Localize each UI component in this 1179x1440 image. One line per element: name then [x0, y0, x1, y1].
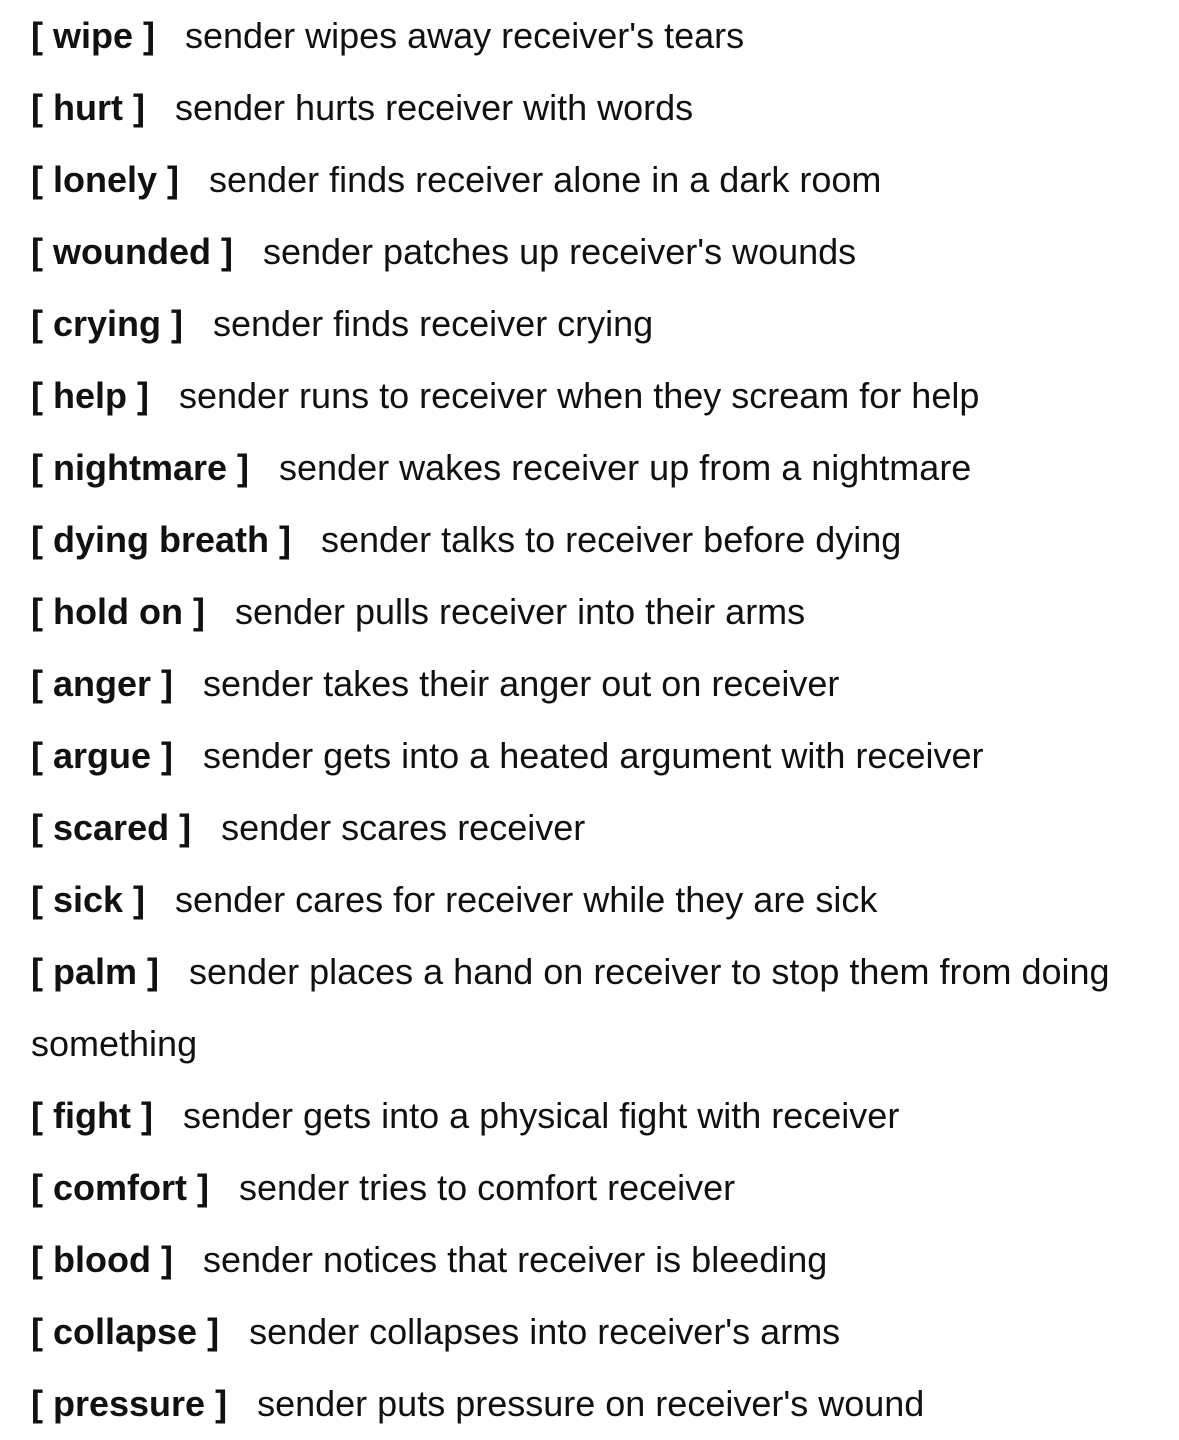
entry-tag: [ wipe ] [31, 15, 155, 56]
entry-description: sender hurts receiver with words [174, 87, 694, 128]
list-item [31, 576, 1151, 648]
entry-tag: [ palm ] [31, 951, 160, 992]
entry-tag: [ hurt ] [31, 87, 145, 128]
entry-description: sender runs to receiver when they scream for help [178, 375, 980, 416]
entry-tag: [ lonely ] [31, 159, 180, 200]
entry-tag: [ blood ] [31, 1239, 173, 1280]
entry-description: sender pulls receiver into their arms [234, 591, 806, 632]
list-item [31, 360, 1151, 432]
entry-description: sender collapses into receiver's arms [249, 1311, 841, 1352]
entry-tag: [ argue ] [31, 735, 174, 776]
list-item [31, 504, 1151, 576]
list-item [31, 1368, 1151, 1440]
list-item [31, 288, 1151, 360]
list-item [31, 864, 1151, 936]
entry-description: sender wipes away receiver's tears [185, 15, 745, 56]
list-item [31, 216, 1151, 288]
entry-tag: [ help ] [31, 375, 149, 416]
entry-description: sender finds receiver crying [213, 303, 654, 344]
entry-tag: [ scared ] [31, 807, 192, 848]
entry-description: sender puts pressure on receiver's wound [257, 1383, 925, 1424]
prompt-list [31, 0, 1151, 1440]
entry-tag: [ comfort ] [31, 1167, 209, 1208]
list-item [31, 72, 1151, 144]
list-item [31, 720, 1151, 792]
entry-tag: [ collapse ] [31, 1311, 220, 1352]
entry-description: sender finds receiver alone in a dark room [209, 159, 882, 200]
entry-description: sender takes their anger out on receiver [203, 663, 840, 704]
entry-tag: [ anger ] [31, 663, 174, 704]
list-item [31, 144, 1151, 216]
entry-tag: [ dying breath ] [31, 519, 291, 560]
entry-description: sender wakes receiver up from a nightmare [279, 447, 972, 488]
entry-description: sender gets into a physical fight with receiver [182, 1095, 900, 1136]
entry-tag: [ sick ] [31, 879, 146, 920]
entry-description: sender patches up receiver's wounds [262, 231, 857, 272]
list-item [31, 1296, 1151, 1368]
entry-description: sender talks to receiver before dying [321, 519, 902, 560]
list-item [31, 648, 1151, 720]
entry-description: sender cares for receiver while they are sick [175, 879, 878, 920]
list-item [31, 936, 1151, 1080]
entry-tag: [ crying ] [31, 303, 184, 344]
list-item [31, 1080, 1151, 1152]
entry-tag: [ fight ] [31, 1095, 153, 1136]
list-item [31, 1224, 1151, 1296]
entry-tag: [ pressure ] [31, 1383, 228, 1424]
entry-tag: [ wounded ] [31, 231, 233, 272]
entry-description: sender gets into a heated argument with receiver [203, 735, 984, 776]
list-item [31, 0, 1151, 72]
entry-description: sender places a hand on receiver to stop them from doing something [31, 951, 1110, 1064]
list-item [31, 432, 1151, 504]
entry-description: sender scares receiver [221, 807, 586, 848]
entry-tag: [ nightmare ] [31, 447, 250, 488]
entry-description: sender notices that receiver is bleeding [202, 1239, 828, 1280]
list-item [31, 1152, 1151, 1224]
list-item [31, 792, 1151, 864]
entry-tag: [ hold on ] [31, 591, 205, 632]
entry-description: sender tries to comfort receiver [238, 1167, 736, 1208]
